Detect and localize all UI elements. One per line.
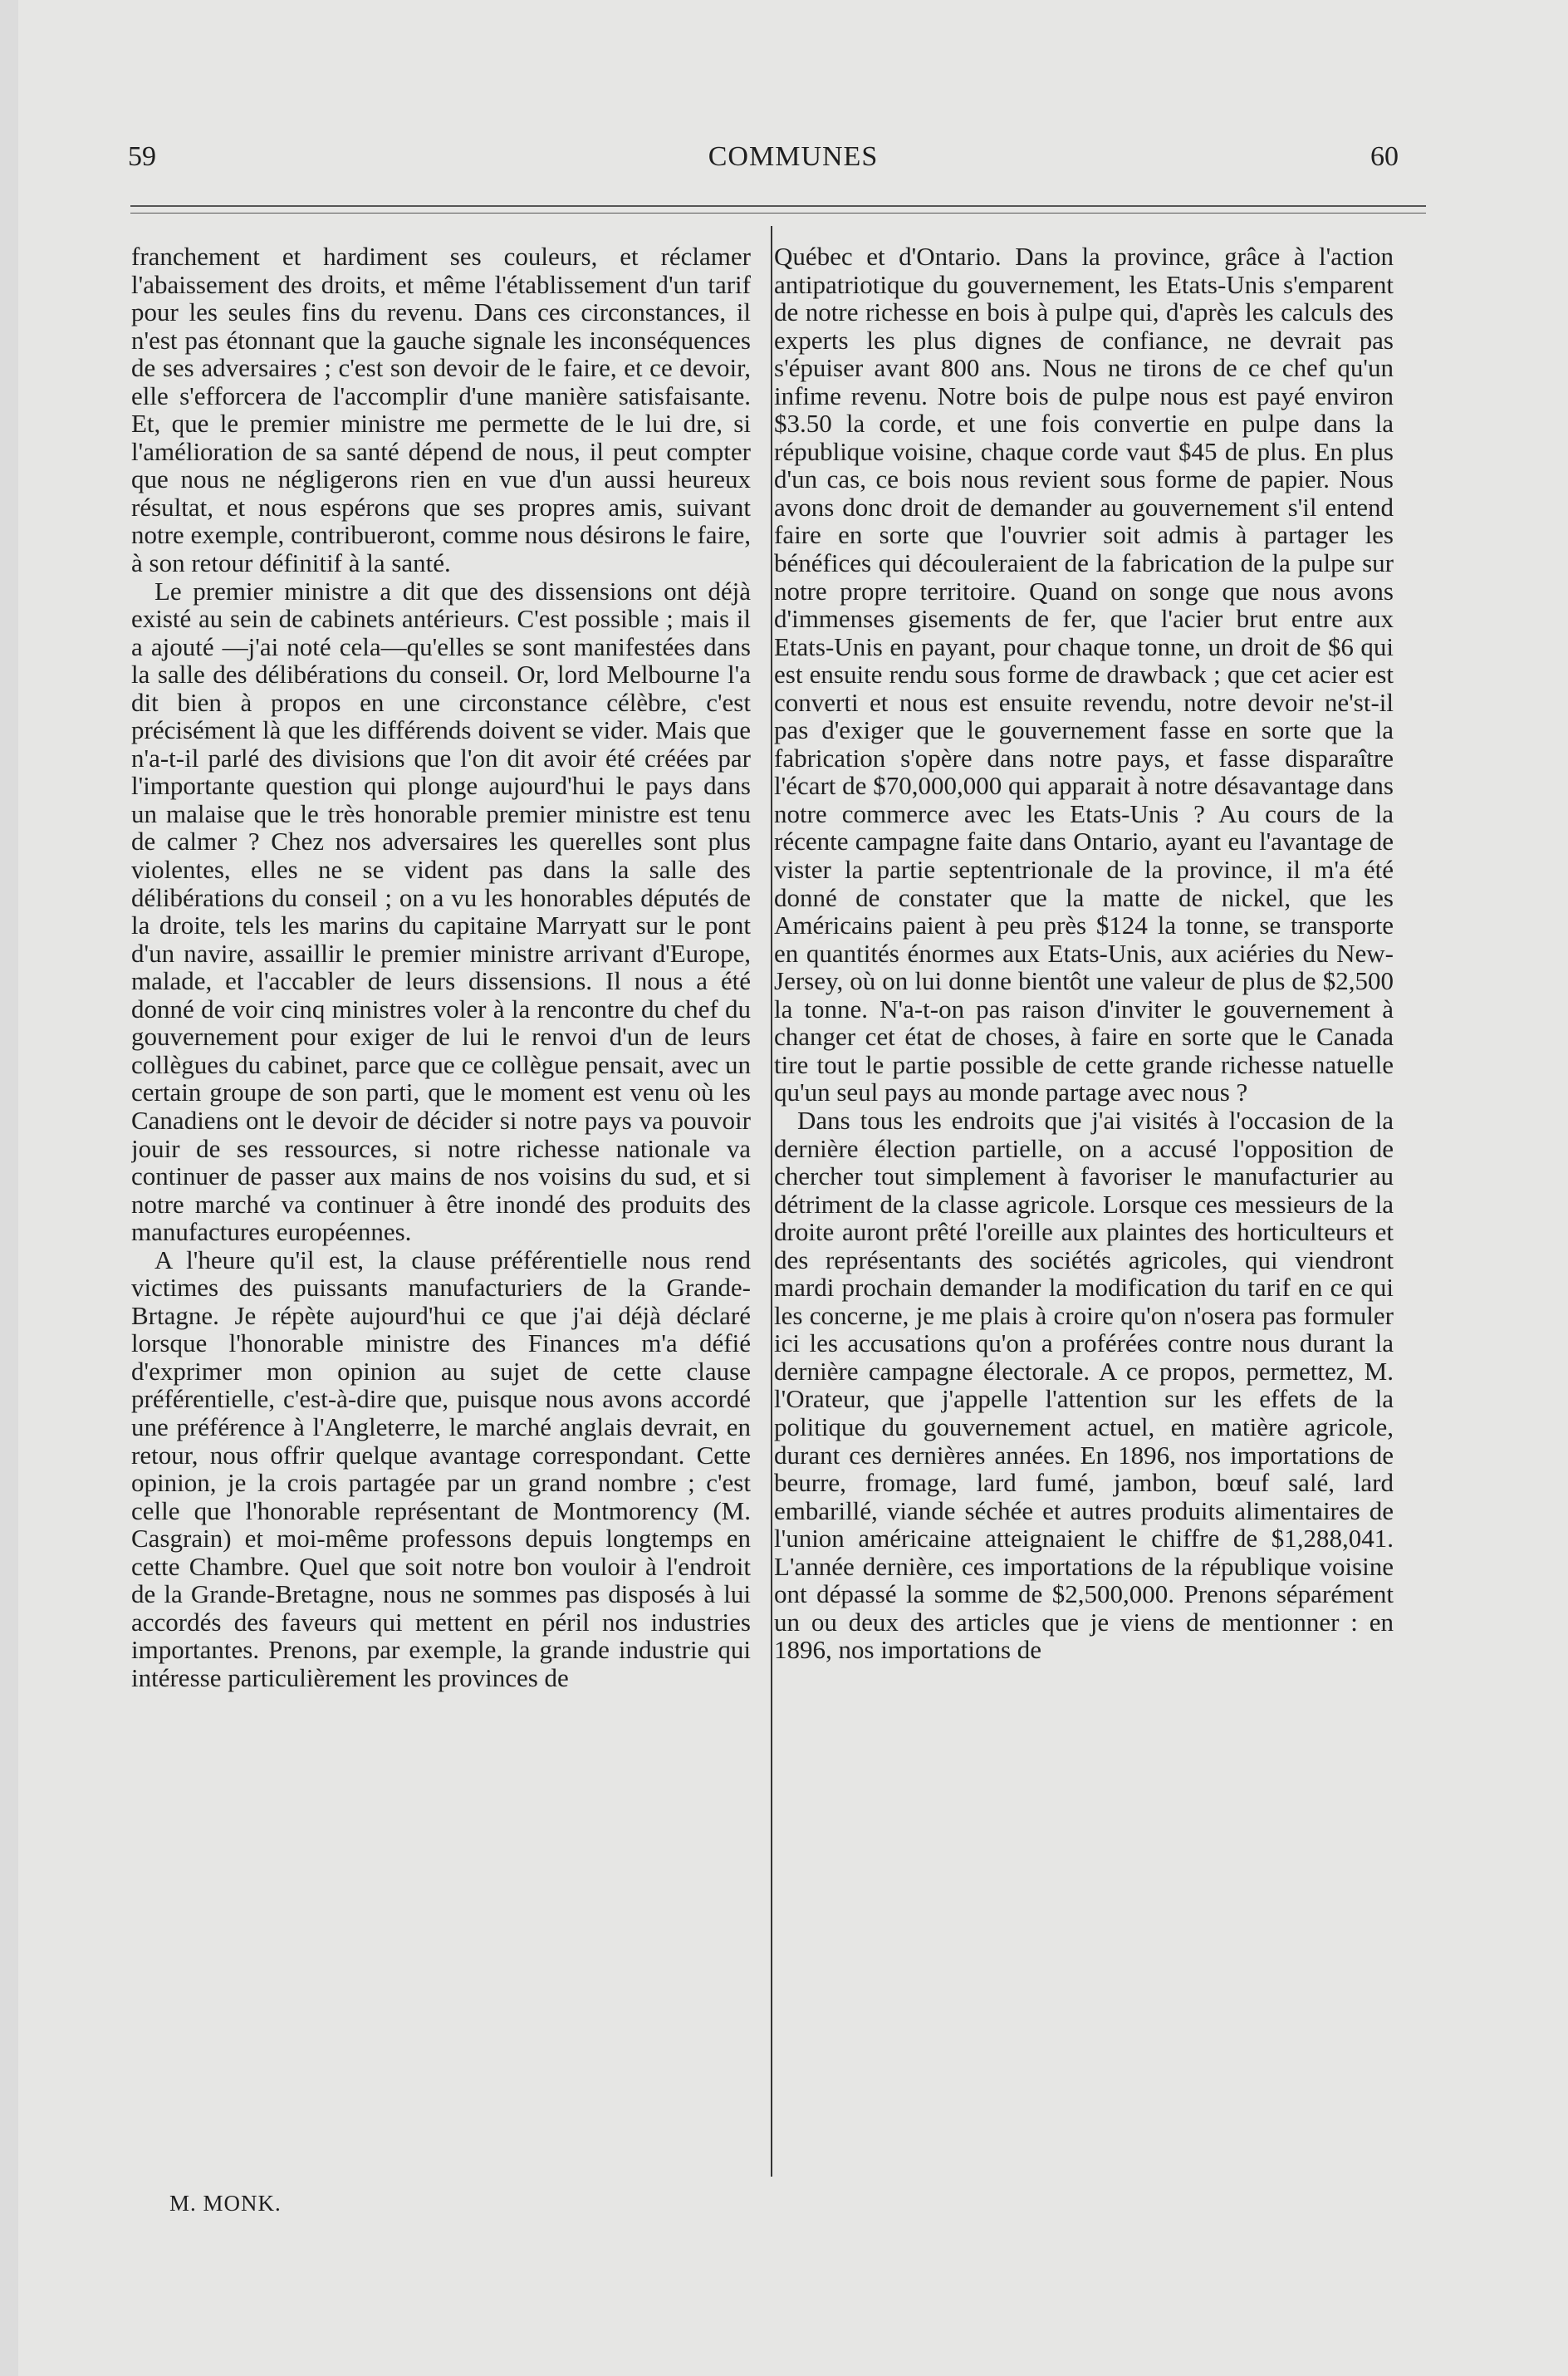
header-rule-bottom: [130, 213, 1426, 214]
right-column: [774, 243, 1394, 2178]
paragraph: Le premier ministre a dit que des dissensions ont déjà existé au sein de cabinets antérieurs. C'est possible ; mais il a ajouté —j'ai noté cela—qu'elles se sont manifestées dans la salle des délibérations du conseil. Or, lord Melbourne l'a dit bien à propos en une circonstance célèbre, c'est précisément là que les différends doivent se vider. Mais que n'a-t-il parlé des divisions que l'on dit avoir été créées par l'importante question qui plonge aujourd'hui le pays dans un malaise que le très honorable premier ministre est tenu de calmer ? Chez nos adversaires les querelles sont plus violentes, elles ne se vident pas dans la salle des délibérations du conseil ; on a vu les honorables députés de la droite, tels les marins du capitaine Marryatt sur le pont d'un navire, assaillir le premier ministre arrivant d'Europe, malade, et l'accabler de leurs dissensions. Il nous a été donné de voir cinq ministres voler à la rencontre du chef du gouvernement pour exiger de lui le renvoi d'un de leurs collègues du cabinet, parce que ce collègue pensait, avec un certain groupe de son parti, que le moment est venu où les Canadiens ont le devoir de décider si notre pays va pouvoir jouir de ses ressources, si notre richesse nationale va continuer de passer aux mains de nos voisins du sud, et si notre marché va continuer à être inondé des produits des manufactures européennes.: [131, 576, 751, 1247]
page-number-right: 60: [1370, 141, 1399, 172]
left-column: [131, 243, 751, 2178]
column-divider: [771, 226, 772, 2177]
paragraph: Dans tous les endroits que j'ai visités à l'occasion de la dernière élection partielle, on a accusé l'opposition de chercher tout simplement à favoriser le manufacturier au détriment de la classe agricole. Lorsque ces messieurs de la droite auront prêté l'oreille aux plaintes des horticulteurs et des représentants des sociétés agricoles, qui viendront mardi prochain demander la modification du tarif en ce qui les concerne, je me plais à croire qu'on n'osera pas formuler ici les accusations qu'on a proférées contre nous durant la dernière campagne électorale. A ce propos, permettez, M. l'Orateur, que j'appelle l'attention sur les effets de la politique du gouvernement actuel, en matière agricole, durant ces dernières années. En 1896, nos importations de beurre, fromage, lard fumé, jambon, bœuf salé, lard embarillé, viande séchée et autres produits alimentaires de l'union américaine atteignaient le chiffre de $1,288,041. L'année dernière, ces importations de la république voisine ont dépassé la somme de $2,500,000. Prenons séparément un ou deux des articles que je viens de mentionner : en 1896, nos importations de: [774, 1105, 1394, 1665]
page: [18, 0, 1568, 2376]
paragraph: franchement et hardiment ses couleurs, et réclamer l'abaissement des droits, et même l'établissement d'un tarif pour les seules fins du revenu. Dans ces circonstances, il n'est pas étonnant que la gauche signale les inconséquences de ses adversaires ; c'est son devoir de le faire, et ce devoir, elle s'efforcera de l'accomplir d'une manière satisfaisante. Et, que le premier ministre me permette de le lui dre, si l'amélioration de sa santé dépend de nous, il peut compter que nous ne négligerons rien en vue d'un aussi heureux résultat, et nous espérons que ses propres amis, suivant notre exemple, contribueront, comme nous désirons le faire, à son retour définitif à la santé.: [131, 243, 751, 578]
paragraph: Québec et d'Ontario. Dans la province, grâce à l'action antipatriotique du gouvernement, les Etats-Unis s'emparent de notre richesse en bois à pulpe qui, d'après les calculs des experts les plus dignes de confiance, ne devrait pas s'épuiser avant 800 ans. Nous ne tirons de ce chef qu'un infime revenu. Notre bois de pulpe nous est payé environ $3.50 la corde, et une fois convertie en pulpe dans la république voisine, chaque corde vaut $45 de plus. En plus d'un cas, ce bois nous revient sous forme de papier. Nous avons donc droit de demander au gouvernement s'il entend faire en sorte que l'ouvrier soit admis à partager les bénéfices qui découleraient de la fabrication de la pulpe sur notre propre territoire. Quand on songe que nous avons d'immenses gisements de fer, que l'acier brut entre aux Etats-Unis en payant, pour chaque tonne, un droit de $6 qui est ensuite rendu sous forme de drawback ; que cet acier est converti et nous est ensuite revendu, notre devoir ne'st-il pas d'exiger que le gouvernement fasse en sorte que la fabrication s'opère dans notre pays, et fasse disparaître l'écart de $70,000,000 qui apparait à notre désavantage dans notre commerce avec les Etats-Unis ? Au cours de la récente campagne faite dans Ontario, ayant eu l'avantage de vister la partie septentrionale de la province, il m'a été donné de constater que la matte de nickel, que les Américains paient à peu près $124 la tonne, se transporte en quantités énormes aux Etats-Unis, aux aciéries du New-Jersey, où on lui donne bientôt une valeur de plus de $2,500 la tonne. N'a-t-on pas raison d'inviter le gouvernement à changer cet état de choses, à faire en sorte que le Canada tire tout le partie possible de cette grande richesse natuelle qu'un seul pays au monde partage avec nous ?: [774, 243, 1394, 1107]
header-rule-top: [130, 205, 1426, 207]
speaker-footer: M. MONK.: [169, 2191, 282, 2216]
page-number-left: 59: [128, 141, 156, 172]
running-title: COMMUNES: [708, 141, 879, 172]
paragraph: A l'heure qu'il est, la clause préférentielle nous rend victimes des puissants manufacturiers de la Grande-Brtagne. Je répète aujourd'hui ce que j'ai déjà déclaré lorsque l'honorable ministre des Finances m'a défié d'exprimer mon opinion au sujet de cette clause préférentielle, c'est-à-dire que, puisque nous avons accordé une préférence à l'Angleterre, le marché anglais devrait, en retour, nous offrir quelque avantage correspondant. Cette opinion, je la crois partagée par un grand nombre ; c'est celle que l'honorable représentant de Montmorency (M. Casgrain) et moi-même professons depuis longtemps en cette Chambre. Quel que soit notre bon vouloir à l'endroit de la Grande-Bretagne, nous ne sommes pas disposés à lui accordés des faveurs qui mettent en péril nos industries importantes. Prenons, par exemple, la grande industrie qui intéresse particulièrement les provinces de: [131, 1244, 751, 1692]
running-header: [18, 141, 1568, 191]
